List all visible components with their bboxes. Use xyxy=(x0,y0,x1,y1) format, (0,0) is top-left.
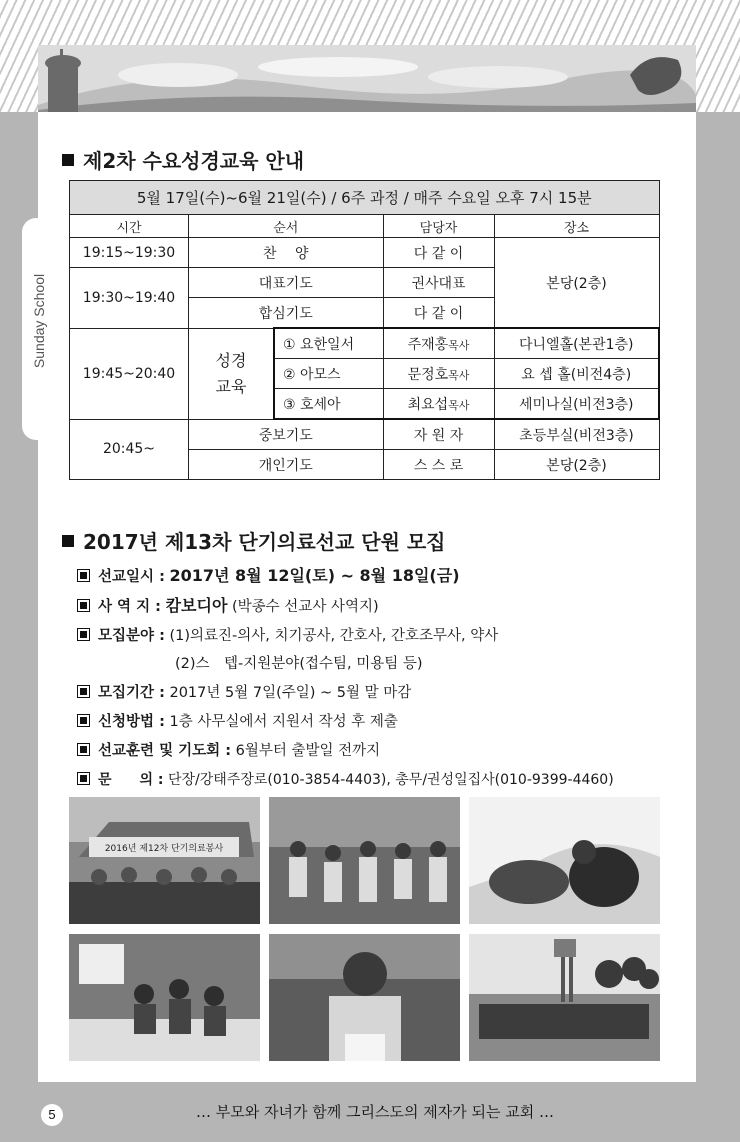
order-cell: 합심기도 xyxy=(189,298,384,329)
list-item: 선교일시 : 2017년 8월 12일(토) ~ 8월 18일(금) xyxy=(77,562,687,592)
checkbox-bullet-icon xyxy=(77,743,90,756)
photo-boy-smiling xyxy=(269,934,460,1061)
time-cell: 19:15~19:30 xyxy=(70,238,189,268)
list-item: 사 역 지 : 캄보디아 (박종수 선교사 사역지) xyxy=(77,592,687,622)
photo-group xyxy=(469,934,660,1061)
leader-cell: 스 스 로 xyxy=(383,450,494,480)
checkbox-bullet-icon xyxy=(77,599,90,612)
order-cell: 중보기도 xyxy=(189,419,384,450)
place-cell: 본당(2층) xyxy=(494,450,659,480)
order-cell: 찬 양 xyxy=(189,238,384,268)
leader-cell: 다 같 이 xyxy=(383,238,494,268)
list-item: (2)스 텝-지원분야(접수팀, 미용팀 등) xyxy=(175,656,423,673)
schedule-caption: 5월 17일(수)~6월 21일(수) / 6주 과정 / 매주 수요일 오후 7시 15분 xyxy=(70,181,660,215)
photo-team-banner xyxy=(69,797,260,924)
course-cell: ③ 호세아 xyxy=(274,389,383,420)
place-cell: 본당(2층) xyxy=(494,238,659,329)
side-tab xyxy=(22,218,56,440)
leader-cell: 자 원 자 xyxy=(383,419,494,450)
place-cell: 다니엘홀(본관1층) xyxy=(494,328,659,359)
order-cell: 개인기도 xyxy=(189,450,384,480)
list-item: 모집기간 : 2017년 5월 7일(주일) ~ 5월 말 마감 xyxy=(77,679,687,708)
list-item: 문 의 : 단장/강태주장로(010-3854-4403), 총무/권성일집사(010-9399-4460) xyxy=(77,766,687,795)
leader-cell: 최요섭목사 xyxy=(383,389,494,420)
checkbox-bullet-icon xyxy=(77,772,90,785)
list-item: 신청방법 : 1층 사무실에서 지원서 작성 후 제출 xyxy=(77,708,687,737)
section1-title: 제2차 수요성경교육 안내 xyxy=(62,145,304,174)
leader-cell: 주재홍목사 xyxy=(383,328,494,359)
list-item: 모집분야 : (1)의료진-의사, 치기공사, 간호사, 간호조무사, 약사 xyxy=(77,622,687,651)
schedule-table xyxy=(69,180,660,480)
course-cell: ① 요한일서 xyxy=(274,328,383,359)
leader-cell: 문정호목사 xyxy=(383,359,494,389)
photo-treatment xyxy=(469,797,660,924)
place-cell: 요 셉 홀(비전4층) xyxy=(494,359,659,389)
side-tab-label: Sunday School xyxy=(31,273,47,369)
time-cell: 19:30~19:40 xyxy=(70,268,189,329)
time-cell: 19:45~20:40 xyxy=(70,328,189,419)
footer-motto: … 부모와 자녀가 함께 그리스도의 제자가 되는 교회 … xyxy=(196,1103,554,1121)
leader-cell: 권사대표 xyxy=(383,268,494,298)
checkbox-bullet-icon xyxy=(77,628,90,641)
header-leader: 담당자 xyxy=(383,215,494,238)
header-banner-image xyxy=(38,45,696,113)
header-order: 순서 xyxy=(189,215,384,238)
photo-pharmacy xyxy=(69,934,260,1061)
bible-edu-cell: 성경 교육 xyxy=(189,328,275,419)
checkbox-bullet-icon xyxy=(77,714,90,727)
list-item: 선교훈련 및 기도회 : 6월부터 출발일 전까지 xyxy=(77,737,687,766)
photo-waiting-room xyxy=(269,797,460,924)
order-cell: 대표기도 xyxy=(189,268,384,298)
checkbox-bullet-icon xyxy=(77,569,90,582)
leader-cell: 다 같 이 xyxy=(383,298,494,329)
place-cell: 초등부실(비전3층) xyxy=(494,419,659,450)
recruit-list xyxy=(77,562,687,794)
section2-title: 2017년 제13차 단기의료선교 단원 모집 xyxy=(62,526,446,555)
header-time: 시간 xyxy=(70,215,189,238)
time-cell: 20:45~ xyxy=(70,419,189,480)
course-cell: ② 아모스 xyxy=(274,359,383,389)
header-place: 장소 xyxy=(494,215,659,238)
place-cell: 세미나실(비전3층) xyxy=(494,389,659,420)
svg-text:2016년 제12차 단기의료봉사: 2016년 제12차 단기의료봉사 xyxy=(104,844,224,854)
page-number: 5 xyxy=(41,1104,63,1126)
checkbox-bullet-icon xyxy=(77,685,90,698)
